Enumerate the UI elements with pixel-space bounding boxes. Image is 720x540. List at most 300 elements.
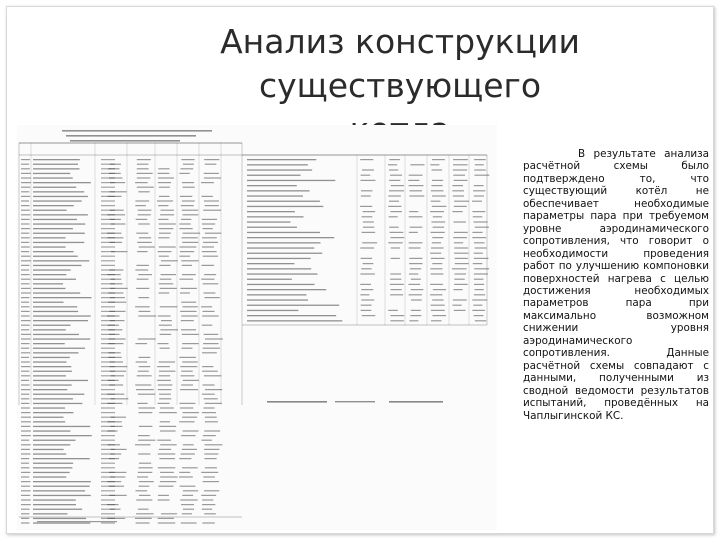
- scan-text-smudge: [201, 472, 218, 473]
- scan-text-smudge: [202, 251, 217, 252]
- scan-text-smudge: [21, 352, 30, 353]
- scan-text-smudge: [452, 185, 463, 186]
- scan-text-smudge: [139, 366, 150, 367]
- scan-text-smudge: [33, 504, 76, 505]
- scan-text-smudge: [161, 260, 178, 261]
- scan-text-smudge: [33, 269, 71, 270]
- scan-text-smudge: [101, 440, 115, 441]
- scan-text-smudge: [181, 375, 195, 376]
- scan-text-smudge: [158, 495, 169, 496]
- scan-text-smudge: [201, 306, 212, 307]
- scan-text-smudge: [202, 522, 214, 523]
- scan-text-smudge: [203, 407, 214, 408]
- scan-text-smudge: [182, 513, 192, 514]
- scan-text-smudge: [101, 265, 115, 266]
- scan-text-smudge: [157, 440, 171, 441]
- scan-text-smudge: [432, 206, 447, 207]
- scan-text-smudge: [21, 297, 29, 298]
- scan-text-smudge: [430, 211, 444, 212]
- scan-text-smudge: [101, 495, 115, 496]
- scan-text-smudge: [474, 258, 489, 259]
- scan-text-smudge: [136, 513, 153, 514]
- scan-text-smudge: [159, 228, 173, 229]
- scan-text-smudge: [431, 190, 444, 191]
- scan-text-smudge: [247, 164, 308, 165]
- scan-text-smudge: [179, 472, 190, 473]
- scan-text-smudge: [21, 421, 31, 422]
- scan-text-smudge: [409, 258, 422, 259]
- scan-text-smudge: [454, 279, 464, 280]
- scan-text-smudge: [135, 518, 152, 519]
- scan-text-smudge: [33, 173, 70, 174]
- scan-text-smudge: [101, 504, 115, 505]
- scan-text-smudge: [474, 159, 486, 160]
- scan-text-smudge: [158, 518, 174, 519]
- scan-text-smudge: [158, 205, 168, 206]
- scan-text-smudge: [454, 284, 467, 285]
- scan-text-smudge: [201, 495, 216, 496]
- scan-text-smudge: [180, 366, 197, 367]
- scan-text-smudge: [33, 256, 78, 257]
- scan-text-smudge: [21, 481, 30, 482]
- scan-text-smudge: [204, 334, 219, 335]
- scan-text-smudge: [101, 283, 115, 284]
- scan-text-smudge: [33, 417, 63, 418]
- scan-text-smudge: [160, 334, 172, 335]
- scan-text-smudge: [362, 169, 374, 170]
- scan-text-smudge: [360, 159, 373, 160]
- scan-text-smudge: [135, 205, 146, 206]
- scan-text-smudge: [202, 196, 213, 197]
- scan-text-smudge: [158, 219, 168, 220]
- scan-text-smudge: [101, 196, 115, 197]
- scan-text-smudge: [204, 458, 216, 459]
- scan-text-smudge: [454, 206, 467, 207]
- scan-text-smudge: [101, 490, 115, 491]
- scan-text-smudge: [101, 320, 115, 321]
- scan-text-smudge: [180, 311, 196, 312]
- scan-text-smudge: [101, 403, 115, 404]
- scan-text-smudge: [101, 380, 115, 381]
- scan-text-smudge: [183, 444, 194, 445]
- scan-text-smudge: [202, 412, 216, 413]
- scan-text-smudge: [21, 357, 29, 358]
- scan-text-smudge: [137, 242, 152, 243]
- scan-text-smudge: [180, 168, 193, 169]
- scan-text-smudge: [205, 467, 217, 468]
- scan-text-smudge: [21, 279, 30, 280]
- scan-text-smudge: [180, 389, 198, 390]
- scan-text-smudge: [21, 228, 30, 229]
- scan-text-smudge: [363, 221, 374, 222]
- scan-text-smudge: [21, 274, 30, 275]
- scan-text-smudge: [247, 185, 297, 186]
- scan-text-smudge: [158, 384, 172, 385]
- scan-text-smudge: [179, 476, 193, 477]
- scan-text-smudge: [409, 247, 421, 248]
- scan-text-smudge: [203, 283, 219, 284]
- scan-text-smudge: [33, 292, 80, 293]
- scan-text-smudge: [138, 472, 152, 473]
- scan-text-smudge: [137, 187, 154, 188]
- scan-text-smudge: [432, 263, 442, 264]
- scan-text-smudge: [21, 504, 31, 505]
- scan-text-smudge: [431, 247, 444, 248]
- scan-text-smudge: [363, 263, 374, 264]
- scan-text-smudge: [101, 522, 115, 523]
- scan-text-smudge: [101, 329, 115, 330]
- scan-text-smudge: [33, 302, 64, 303]
- scan-text-smudge: [21, 389, 30, 390]
- scan-text-smudge: [474, 279, 484, 280]
- scan-text-smudge: [101, 260, 115, 261]
- scan-text-smudge: [158, 177, 174, 178]
- scan-text-smudge: [247, 310, 298, 311]
- scan-text-smudge: [138, 509, 149, 510]
- scan-text-smudge: [183, 380, 199, 381]
- scan-text-smudge: [409, 232, 418, 233]
- scan-text-smudge: [247, 227, 297, 228]
- scan-text-smudge: [431, 232, 445, 233]
- scan-text-smudge: [101, 348, 115, 349]
- scan-text-smudge: [409, 320, 418, 321]
- scan-text-smudge: [390, 279, 401, 280]
- scan-text-smudge: [33, 509, 82, 510]
- scan-text-smudge: [410, 268, 421, 269]
- scan-text-smudge: [21, 292, 31, 293]
- scan-text-smudge: [181, 371, 192, 372]
- scan-text-smudge: [158, 251, 172, 252]
- scan-text-smudge: [204, 375, 221, 376]
- scan-text-smudge: [21, 223, 29, 224]
- scan-text-smudge: [181, 315, 198, 316]
- scan-text-smudge: [360, 206, 372, 207]
- scan-text-smudge: [21, 463, 29, 464]
- scan-text-smudge: [21, 394, 29, 395]
- scan-text-smudge: [137, 251, 147, 252]
- scan-text-smudge: [183, 164, 194, 165]
- scan-text-smudge: [21, 329, 29, 330]
- scan-text-smudge: [473, 263, 483, 264]
- scan-text-smudge: [138, 274, 152, 275]
- scan-text-smudge: [180, 407, 193, 408]
- scan-text-smudge: [453, 221, 465, 222]
- scan-text-smudge: [21, 265, 30, 266]
- scan-text-smudge: [202, 352, 217, 353]
- scan-text-smudge: [388, 195, 401, 196]
- scan-text-smudge: [182, 467, 198, 468]
- scan-text-smudge: [390, 294, 403, 295]
- scan-text-smudge: [33, 486, 90, 487]
- scan-text-smudge: [101, 168, 115, 169]
- scan-text-smudge: [390, 284, 404, 285]
- scan-text-smudge: [201, 279, 214, 280]
- scan-text-smudge: [21, 325, 30, 326]
- scan-text-smudge: [431, 310, 445, 311]
- scan-text-smudge: [204, 200, 219, 201]
- scan-text-smudge: [391, 247, 400, 248]
- scan-text-smudge: [204, 490, 219, 491]
- scan-text-smudge: [21, 306, 30, 307]
- scan-text-smudge: [21, 164, 29, 165]
- scan-text-smudge: [21, 173, 31, 174]
- scan-text-smudge: [362, 232, 376, 233]
- scan-text-smudge: [182, 417, 197, 418]
- scan-text-smudge: [204, 274, 216, 275]
- scan-text-smudge: [389, 227, 398, 228]
- scan-text-smudge: [389, 216, 398, 217]
- slide-body-text: [523, 148, 709, 422]
- scan-text-smudge: [452, 268, 467, 269]
- scan-text-smudge: [158, 173, 170, 174]
- scan-text-smudge: [101, 233, 115, 234]
- scan-text-smudge: [101, 288, 115, 289]
- scan-text-smudge: [138, 214, 151, 215]
- scan-text-smudge: [432, 159, 445, 160]
- scan-text-smudge: [181, 453, 195, 454]
- scan-text-smudge: [247, 284, 315, 285]
- scan-text-smudge: [101, 343, 115, 344]
- scan-text-smudge: [160, 279, 172, 280]
- scan-text-smudge: [139, 246, 155, 247]
- scan-text-smudge: [139, 495, 151, 496]
- scan-text-smudge: [62, 130, 212, 132]
- scan-text-smudge: [474, 195, 484, 196]
- scan-text-smudge: [360, 247, 374, 248]
- scan-text-smudge: [33, 394, 84, 395]
- scan-text-smudge: [472, 237, 486, 238]
- scan-text-smudge: [21, 168, 30, 169]
- scan-text-smudge: [388, 310, 398, 311]
- scan-text-smudge: [203, 435, 216, 436]
- scan-text-smudge: [202, 384, 214, 385]
- scan-text-smudge: [183, 233, 201, 234]
- scan-text-smudge: [101, 242, 115, 243]
- scan-text-smudge: [21, 288, 31, 289]
- scan-text-smudge: [135, 200, 149, 201]
- scan-text-smudge: [247, 211, 295, 212]
- scan-text-smudge: [101, 518, 115, 519]
- scan-text-smudge: [247, 216, 304, 217]
- scan-text-smudge: [204, 453, 218, 454]
- scan-text-smudge: [33, 168, 80, 169]
- scan-text-smudge: [33, 187, 76, 188]
- scan-text-smudge: [33, 440, 76, 441]
- scan-text-smudge: [33, 219, 77, 220]
- scan-text-smudge: [158, 237, 169, 238]
- scan-text-smudge: [475, 320, 486, 321]
- scan-text-smudge: [33, 159, 80, 160]
- scan-text-smudge: [182, 495, 193, 496]
- scan-text-smudge: [391, 185, 404, 186]
- scan-text-smudge: [101, 394, 115, 395]
- scan-text-smudge: [454, 310, 466, 311]
- scan-text-smudge: [33, 518, 86, 519]
- scan-text-smudge: [267, 401, 327, 403]
- scan-text-smudge: [157, 366, 170, 367]
- scan-text-smudge: [159, 449, 171, 450]
- scan-text-smudge: [183, 187, 195, 188]
- scan-text-smudge: [33, 274, 66, 275]
- scan-text-smudge: [21, 430, 31, 431]
- scan-text-smudge: [453, 299, 467, 300]
- scan-text-smudge: [473, 305, 482, 306]
- scan-text-smudge: [183, 306, 198, 307]
- scan-text-smudge: [33, 338, 90, 339]
- scan-text-smudge: [101, 164, 115, 165]
- scan-text-smudge: [431, 273, 444, 274]
- scan-text-smudge: [138, 435, 150, 436]
- scan-text-smudge: [453, 289, 462, 290]
- scan-text-smudge: [138, 453, 150, 454]
- scan-text-smudge: [431, 258, 445, 259]
- scan-text-smudge: [101, 256, 115, 257]
- scan-text-smudge: [33, 164, 78, 165]
- scan-text-smudge: [474, 169, 485, 170]
- scan-text-smudge: [411, 289, 424, 290]
- scan-text-smudge: [432, 242, 441, 243]
- scan-text-smudge: [37, 521, 117, 522]
- scan-text-smudge: [21, 513, 29, 514]
- scan-text-smudge: [33, 196, 88, 197]
- scan-text-smudge: [203, 476, 215, 477]
- scan-text-smudge: [135, 182, 148, 183]
- scan-text-smudge: [452, 190, 464, 191]
- scan-text-smudge: [179, 173, 189, 174]
- scan-text-smudge: [388, 206, 401, 207]
- scan-text-smudge: [101, 177, 115, 178]
- scan-text-smudge: [33, 237, 66, 238]
- scan-text-smudge: [454, 273, 465, 274]
- scan-text-smudge: [137, 168, 149, 169]
- scan-text-smudge: [453, 159, 468, 160]
- scan-text-smudge: [361, 299, 374, 300]
- scan-text-smudge: [159, 361, 175, 362]
- scan-text-smudge: [101, 499, 115, 500]
- scan-text-smudge: [202, 504, 215, 505]
- scan-text-smudge: [33, 251, 74, 252]
- scan-text-smudge: [247, 221, 290, 222]
- scan-text-smudge: [158, 486, 173, 487]
- scan-text-smudge: [181, 219, 191, 220]
- scan-text-smudge: [473, 216, 483, 217]
- scan-text-smudge: [101, 251, 115, 252]
- scan-text-smudge: [247, 258, 311, 259]
- scan-text-smudge: [202, 394, 215, 395]
- scan-text-smudge: [21, 219, 30, 220]
- scan-text-smudge: [158, 467, 175, 468]
- scan-text-smudge: [138, 191, 149, 192]
- scan-text-smudge: [33, 430, 70, 431]
- scan-text-smudge: [247, 242, 321, 243]
- scan-text-smudge: [203, 311, 215, 312]
- scan-text-smudge: [21, 476, 29, 477]
- scan-text-smudge: [474, 268, 489, 269]
- scan-text-smudge: [33, 412, 73, 413]
- scan-text-smudge: [475, 247, 487, 248]
- scan-text-smudge: [136, 389, 154, 390]
- scan-text-smudge: [33, 444, 70, 445]
- scan-text-smudge: [101, 338, 115, 339]
- scan-text-smudge: [453, 195, 464, 196]
- scan-text-smudge: [101, 398, 115, 399]
- scan-text-smudge: [201, 182, 214, 183]
- scan-text-smudge: [204, 297, 219, 298]
- scan-text-smudge: [203, 256, 218, 257]
- scan-text-smudge: [21, 486, 30, 487]
- scan-text-smudge: [361, 195, 371, 196]
- scan-text-smudge: [247, 253, 322, 254]
- scan-text-smudge: [160, 476, 177, 477]
- scan-text-smudge: [21, 449, 30, 450]
- scan-text-smudge: [101, 453, 115, 454]
- scan-text-smudge: [135, 444, 150, 445]
- scan-text-smudge: [101, 246, 115, 247]
- scan-text-smudge: [33, 449, 64, 450]
- scan-text-smudge: [101, 467, 115, 468]
- scan-text-smudge: [138, 315, 156, 316]
- scan-text-smudge: [158, 499, 170, 500]
- scan-text-smudge: [101, 292, 115, 293]
- scan-text-smudge: [391, 289, 402, 290]
- scan-text-smudge: [101, 486, 115, 487]
- scan-text-smudge: [432, 180, 443, 181]
- scan-text-smudge: [21, 260, 31, 261]
- scan-text-smudge: [101, 366, 115, 367]
- scan-text-smudge: [101, 214, 115, 215]
- scan-text-smudge: [21, 283, 30, 284]
- scan-text-smudge: [33, 210, 67, 211]
- scan-text-smudge: [33, 334, 79, 335]
- scan-text-smudge: [181, 159, 194, 160]
- scan-text-smudge: [474, 242, 485, 243]
- scan-text-smudge: [101, 173, 115, 174]
- scan-text-smudge: [21, 159, 30, 160]
- scan-text-smudge: [247, 201, 320, 202]
- scan-text-smudge: [101, 412, 115, 413]
- scan-text-smudge: [247, 279, 292, 280]
- scan-text-smudge: [202, 325, 213, 326]
- scan-text-smudge: [21, 453, 30, 454]
- scan-text-smudge: [205, 205, 219, 206]
- scan-text-smudge: [21, 256, 30, 257]
- scan-text-smudge: [21, 472, 30, 473]
- scan-text-smudge: [474, 284, 484, 285]
- scan-text-smudge: [33, 320, 88, 321]
- scan-text-smudge: [179, 228, 192, 229]
- scan-text-smudge: [21, 495, 30, 496]
- scan-text-smudge: [160, 407, 174, 408]
- scan-text-smudge: [409, 185, 424, 186]
- scan-text-smudge: [247, 294, 307, 295]
- scan-text-smudge: [452, 211, 462, 212]
- scan-text-smudge: [181, 435, 195, 436]
- scan-text-smudge: [433, 289, 446, 290]
- scan-text-smudge: [21, 233, 29, 234]
- scan-text-smudge: [160, 444, 176, 445]
- scan-text-smudge: [203, 343, 218, 344]
- scan-text-smudge: [204, 177, 221, 178]
- scan-text-smudge: [138, 412, 152, 413]
- scan-text-smudge: [247, 180, 335, 181]
- scan-text-smudge: [101, 182, 115, 183]
- scan-text-smudge: [101, 513, 115, 514]
- scan-text-smudge: [33, 371, 72, 372]
- scan-text-smudge: [247, 289, 326, 290]
- scan-text-smudge: [101, 430, 115, 431]
- scan-text-smudge: [247, 299, 308, 300]
- scan-text-smudge: [453, 237, 467, 238]
